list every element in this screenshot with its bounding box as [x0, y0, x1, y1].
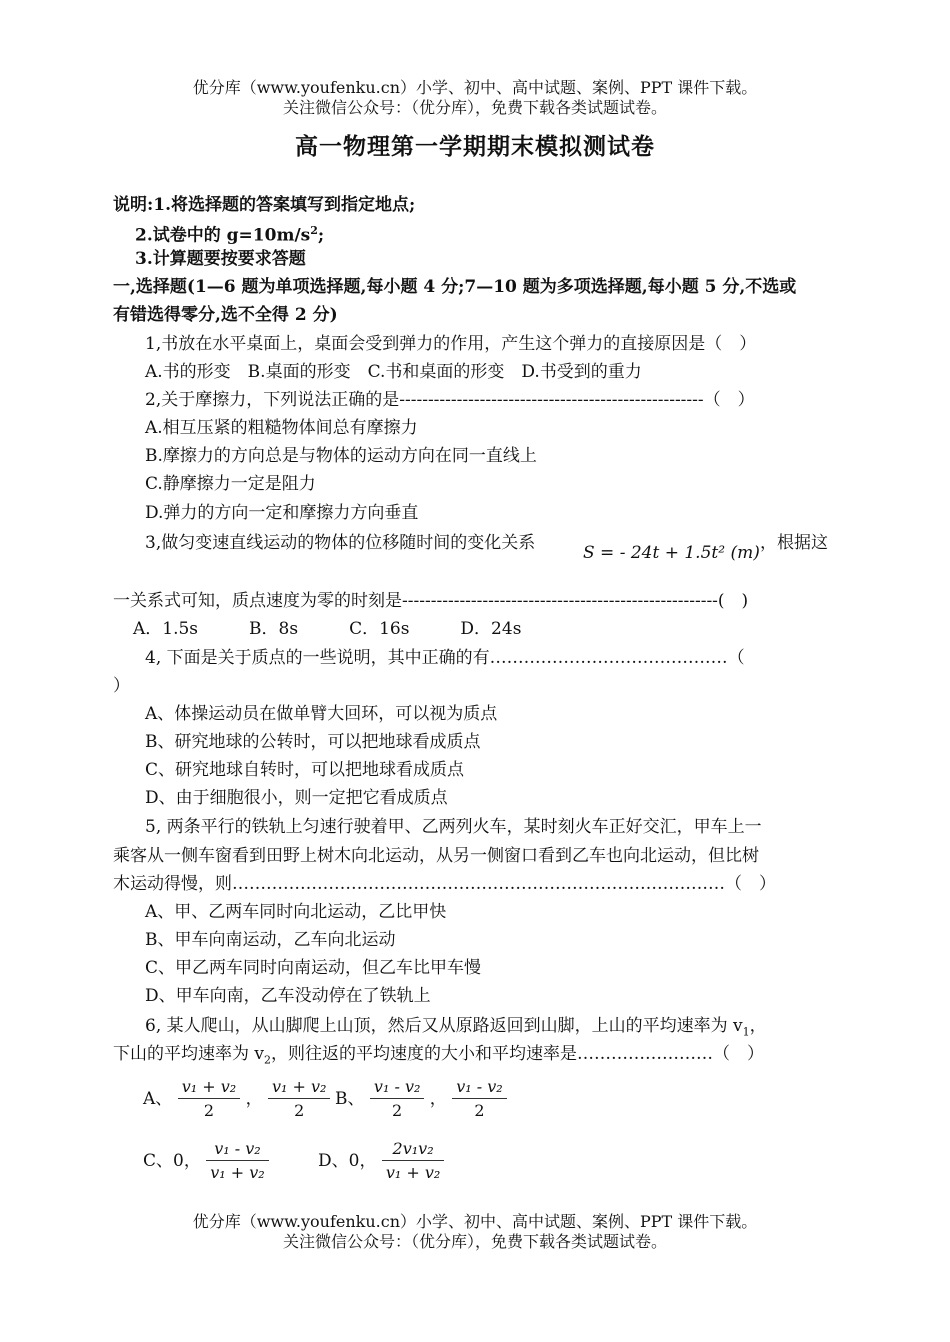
q5-option-a: A、甲、乙两车同时向北运动，乙比甲快	[145, 902, 447, 922]
page-title: 高一物理第一学期期末模拟测试卷	[295, 133, 655, 160]
q5-option-d: D、甲车向南，乙车没动停在了铁轨上	[145, 986, 431, 1006]
q6-option-c-row	[143, 1138, 269, 1185]
q3-options: A．1.5s B．8s C．16s D．24s	[133, 619, 522, 639]
instruction-item-3: 3.计算题要按要求答题	[135, 249, 306, 269]
q6-option-a-row	[143, 1076, 330, 1123]
q6-option-a-frac-1: $\frac{\text{v₁ + v₂}}{2}$	[178, 1076, 240, 1123]
q5-line-3: 木运动得慢，则……………………………………………………………………………（ ）	[113, 874, 776, 894]
section-heading-line-1: 一,选择题(1—6 题为单项选择题,每小题 4 分;7—10 题为多项选择题,每小题 5 分,不选或	[113, 277, 797, 297]
q2-option-d: D.弹力的方向一定和摩擦力方向垂直	[145, 503, 419, 523]
q6-line-1: 6, 某人爬山，从山脚爬上山顶，然后又从原路返回到山脚，上山的平均速率为 $v_1$，	[145, 1016, 767, 1039]
q6-option-d-frac: $\frac{\text{2v₁v₂}}{\text{v₁ + v₂}}$	[382, 1138, 444, 1185]
q6-option-c-label: C、0，	[143, 1151, 201, 1171]
q3-formula: S = - 24t + 1.5t² (m)	[583, 543, 760, 563]
q5-line-1: 5, 两条平行的铁轨上匀速行驶着甲、乙两列火车，某时刻火车正好交汇，甲车上一	[145, 817, 762, 837]
q6-option-d-label: D、0，	[318, 1151, 377, 1171]
q4-stem: 4, 下面是关于质点的一些说明，其中正确的有……………………………………（	[145, 648, 745, 668]
q6-option-c-frac: $\frac{\text{v₁ - v₂}}{\text{v₁ + v₂}}$	[206, 1138, 268, 1185]
q3-stem: 3,做匀变速直线运动的物体的位移随时间的变化关系	[145, 533, 536, 553]
q5-option-c: C、甲乙两车同时向南运动，但乙车比甲车慢	[145, 958, 482, 978]
q4-option-c: C、研究地球自转时，可以把地球看成质点	[145, 760, 465, 780]
q4-option-b: B、研究地球的公转时，可以把地球看成质点	[145, 732, 481, 752]
q6-option-a-comma: ，	[245, 1089, 263, 1109]
q1-options: A.书的形变 B.桌面的形变 C.书和桌面的形变 D.书受到的重力	[145, 362, 642, 382]
q2-option-a: A.相互压紧的粗糙物体间总有摩擦力	[145, 418, 418, 438]
q6-option-b-frac-2: $\frac{\text{v₁ - v₂}}{2}$	[452, 1076, 506, 1123]
footer-line-2: 关注微信公众号：（优分库），免费下载各类试题试卷。	[282, 1232, 667, 1251]
instruction-item-2: 2.试卷中的 $g=10m/s^2$;	[135, 224, 325, 246]
q3-line-2: 一关系式可知，质点速度为零的时刻是-------------------------------------------------------( )	[113, 591, 749, 611]
q3-stem-end: ，根据这	[760, 533, 828, 553]
q6-line-2: 下山的平均速率为 $v_2$，则往返的平均速度的大小和平均速率是……………………（ ）	[113, 1044, 765, 1067]
q1-stem: 1,书放在水平桌面上，桌面会受到弹力的作用，产生这个弹力的直接原因是（ ）	[145, 334, 757, 354]
q2-option-c: C.静摩擦力一定是阻力	[145, 474, 316, 494]
q2-stem: 2,关于摩擦力，下列说法正确的是-----------------------------------------------------（ ）	[145, 390, 755, 410]
footer-line-1: 优分库（www.youfenku.cn）小学、初中、高中试题、案例、PPT 课件下载。	[192, 1212, 758, 1231]
q4-option-d: D、由于细胞很小，则一定把它看成质点	[145, 788, 448, 808]
header-line-2: 关注微信公众号：（优分库），免费下载各类试题试卷。	[282, 98, 667, 117]
instructions-label: 说明:1.将选择题的答案填写到指定地点;	[113, 195, 416, 215]
q6-option-d-row	[318, 1138, 444, 1185]
q6-option-a-frac-2: $\frac{\text{v₁ + v₂}}{2}$	[268, 1076, 330, 1123]
q6-option-b-frac-1: $\frac{\text{v₁ - v₂}}{2}$	[370, 1076, 424, 1123]
q6-option-b-row	[335, 1076, 507, 1123]
q2-option-b: B.摩擦力的方向总是与物体的运动方向在同一直线上	[145, 446, 537, 466]
section-heading-line-2: 有错选得零分,选不全得 2 分)	[113, 305, 338, 325]
q5-line-2: 乘客从一侧车窗看到田野上树木向北运动，从另一侧窗口看到乙车也向北运动，但比树	[113, 846, 759, 866]
q5-option-b: B、甲车向南运动，乙车向北运动	[145, 930, 396, 950]
q6-option-a-label: A、	[143, 1089, 173, 1109]
q6-option-b-comma: ，	[429, 1089, 447, 1109]
q6-option-b-label: B、	[335, 1089, 365, 1109]
q4-option-a: A、体操运动员在做单臂大回环，可以视为质点	[145, 704, 498, 724]
header-line-1: 优分库（www.youfenku.cn）小学、初中、高中试题、案例、PPT 课件下载。	[192, 78, 758, 97]
q4-close: ）	[113, 676, 130, 696]
